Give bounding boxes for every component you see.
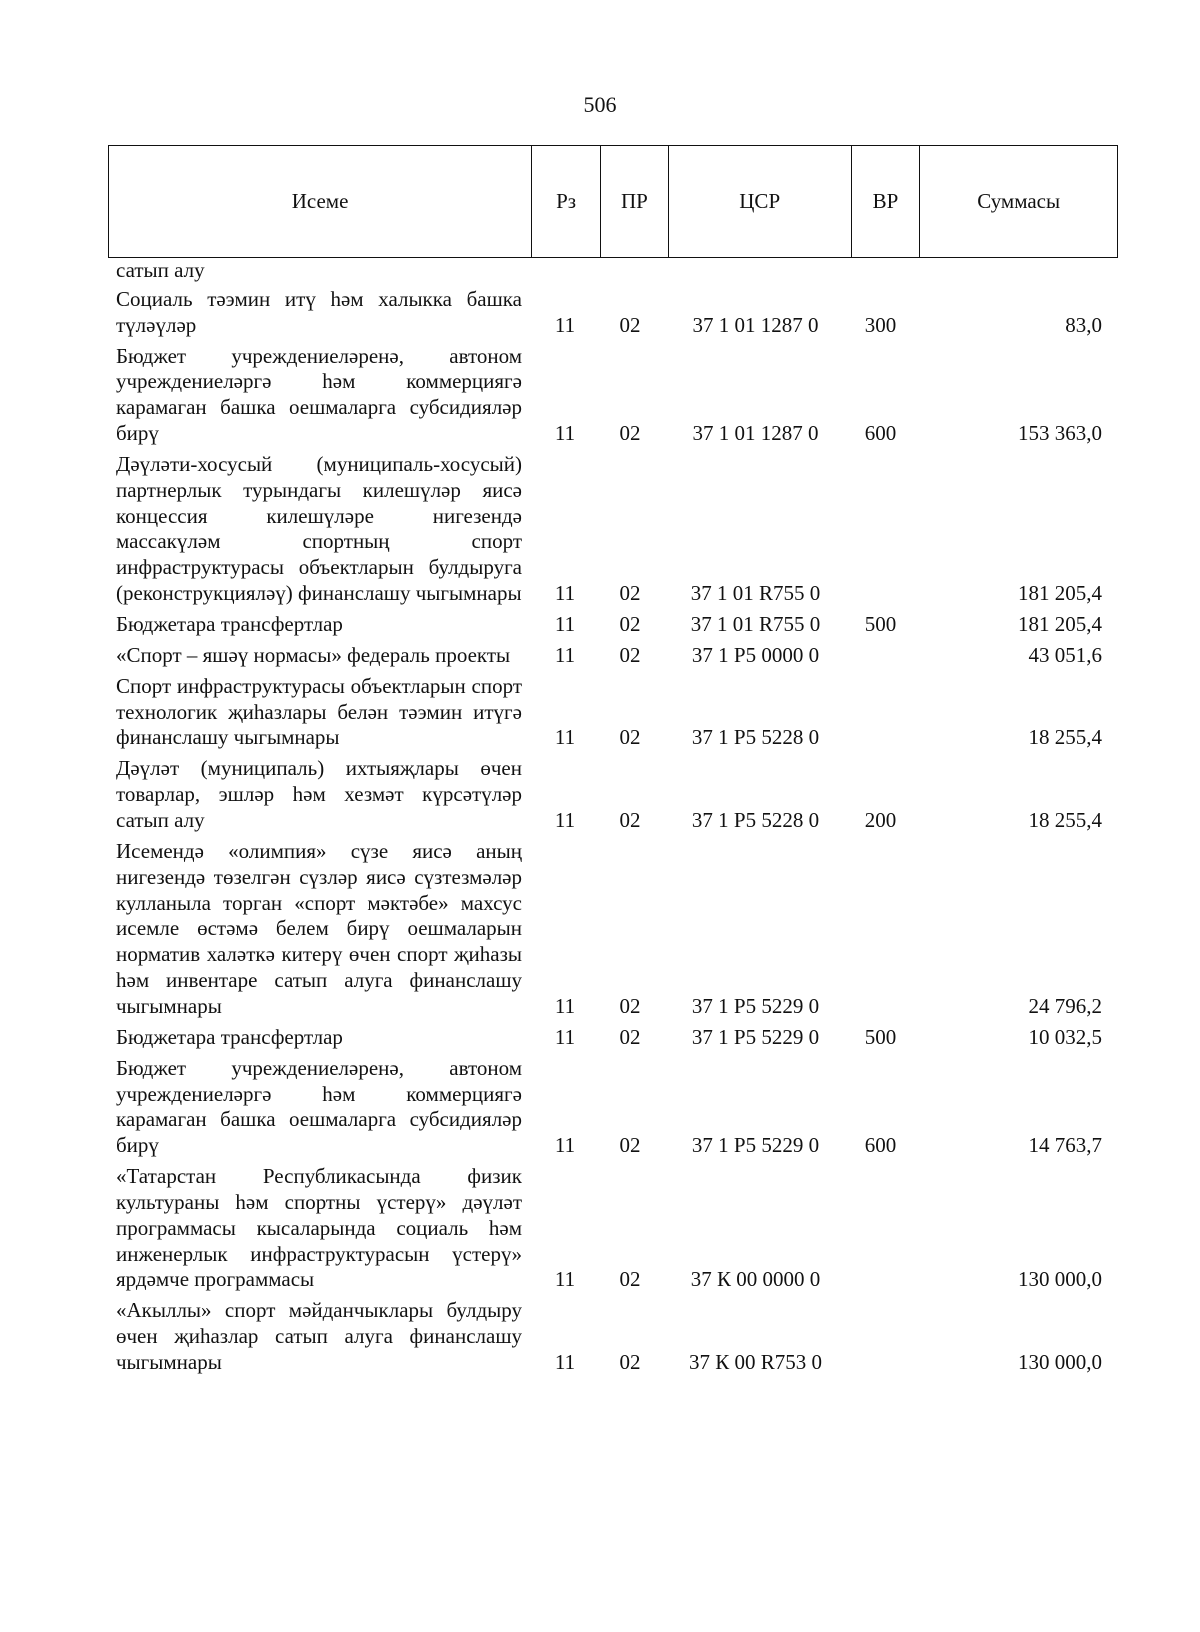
row-csr: 37 1 01 1287 0 bbox=[692, 312, 819, 337]
row-sum: 10 032,5 bbox=[1028, 1024, 1102, 1049]
row-name: Бюджетара трансфертлар bbox=[116, 1024, 343, 1049]
table-body bbox=[116, 258, 1110, 1381]
row-sum: 130 000,0 bbox=[1018, 1267, 1102, 1292]
table-row bbox=[116, 287, 1110, 339]
row-rz: 11 bbox=[554, 642, 576, 667]
row-name: «Спорт – яшәү нормасы» федераль проекты bbox=[116, 642, 511, 667]
header-pr: ПР bbox=[601, 146, 669, 257]
row-rz: 11 bbox=[554, 1267, 576, 1292]
row-pr: 02 bbox=[619, 1349, 641, 1374]
row-csr: 37 1 P5 0000 0 bbox=[691, 642, 820, 667]
row-csr: 37 1 01 1287 0 bbox=[692, 420, 819, 445]
row-sum: 14 763,7 bbox=[1028, 1133, 1102, 1158]
row-name: Социаль тәэмин итү һәм халыкка башка түләүләр bbox=[116, 286, 522, 337]
row-name: сатып алу bbox=[116, 258, 205, 282]
row-vr: 200 bbox=[864, 808, 897, 833]
header-sum: Суммасы bbox=[977, 189, 1061, 213]
row-pr: 02 bbox=[619, 642, 641, 667]
row-name: «Акыллы» спорт мәйданчыклары булдыру өчен җиһазлар сатып алуга финанслашу чыгымнары bbox=[116, 1298, 522, 1374]
row-sum: 43 051,6 bbox=[1028, 642, 1102, 667]
row-rz: 11 bbox=[554, 580, 576, 605]
row-name: Бюджет учреждениеләренә, автоном учреждениеләргә һәм коммерциягә карамаган башка оешмаларга субсидияләр бирү bbox=[116, 1055, 522, 1158]
header-rz: Рз bbox=[532, 146, 601, 257]
table-row bbox=[116, 674, 1110, 751]
table-row bbox=[116, 344, 1110, 447]
row-sum: 24 796,2 bbox=[1028, 993, 1102, 1018]
row-vr: 600 bbox=[864, 1133, 897, 1158]
row-pr: 02 bbox=[619, 1024, 641, 1049]
table-row bbox=[116, 258, 1110, 284]
row-rz: 11 bbox=[554, 1349, 576, 1374]
row-pr: 02 bbox=[619, 580, 641, 605]
row-pr: 02 bbox=[619, 312, 641, 337]
row-sum: 181 205,4 bbox=[1018, 611, 1102, 636]
row-rz: 11 bbox=[554, 1133, 576, 1158]
row-name: Бюджетара трансфертлар bbox=[116, 611, 343, 636]
row-csr: 37 1 01 R755 0 bbox=[690, 611, 821, 636]
row-rz: 11 bbox=[554, 312, 576, 337]
row-sum: 18 255,4 bbox=[1028, 725, 1102, 750]
row-vr: 600 bbox=[864, 420, 897, 445]
row-sum: 18 255,4 bbox=[1028, 808, 1102, 833]
row-vr: 500 bbox=[864, 1024, 897, 1049]
row-pr: 02 bbox=[619, 611, 641, 636]
row-csr: 37 1 01 R755 0 bbox=[690, 580, 821, 605]
row-rz: 11 bbox=[554, 993, 576, 1018]
row-pr: 02 bbox=[619, 993, 641, 1018]
row-rz: 11 bbox=[554, 808, 576, 833]
row-csr: 37 1 P5 5228 0 bbox=[691, 725, 820, 750]
table-row bbox=[116, 1025, 1110, 1051]
row-sum: 181 205,4 bbox=[1018, 580, 1102, 605]
row-csr: 37 1 P5 5229 0 bbox=[691, 1133, 820, 1158]
row-pr: 02 bbox=[619, 725, 641, 750]
table-row bbox=[116, 612, 1110, 638]
row-sum: 130 000,0 bbox=[1018, 1349, 1102, 1374]
row-rz: 11 bbox=[554, 725, 576, 750]
table-row bbox=[116, 1298, 1110, 1375]
table-row bbox=[116, 756, 1110, 833]
row-pr: 02 bbox=[619, 808, 641, 833]
row-name: Дәүләт (муниципаль) ихтыяҗлары өчен товарлар, эшләр һәм хезмәт күрсәтүләр сатып алу bbox=[116, 756, 522, 833]
row-csr: 37 1 P5 5228 0 bbox=[691, 808, 820, 833]
row-rz: 11 bbox=[554, 420, 576, 445]
table-row bbox=[116, 643, 1110, 669]
header-name: Исеме bbox=[109, 146, 532, 257]
table-row bbox=[116, 1164, 1110, 1293]
table-row bbox=[116, 452, 1110, 607]
row-csr: 37 1 P5 5229 0 bbox=[691, 993, 820, 1018]
table-header bbox=[108, 145, 1118, 258]
row-pr: 02 bbox=[619, 1267, 641, 1292]
row-name: «Татарстан Республикасында физик культураны һәм спортны үстерү» дәүләт программасы кысаларында социаль һәм инженерлык инфраструктурасын үстерү» ярдәмче программасы bbox=[116, 1164, 522, 1292]
row-name: Исемендә «олимпия» сүзе яисә аның нигезендә төзелгән сүзләр яисә сүзтезмәләр кулланыла торган «спорт мәктәбе» махсус исемле өстәмә белем бирү оешмаларын норматив халәткә китерү өчен спорт җиһазы һәм инвентаре сатып алуга финанслашу чыгымнары bbox=[116, 839, 522, 1018]
row-vr: 300 bbox=[864, 312, 897, 337]
header-csr: ЦСР bbox=[669, 146, 852, 257]
row-csr: 37 1 P5 5229 0 bbox=[691, 1024, 820, 1049]
row-rz: 11 bbox=[554, 1024, 576, 1049]
row-sum: 153 363,0 bbox=[1018, 420, 1102, 445]
table-row bbox=[116, 1056, 1110, 1159]
page-number: 506 bbox=[583, 92, 617, 117]
row-vr: 500 bbox=[864, 611, 897, 636]
row-pr: 02 bbox=[619, 1133, 641, 1158]
row-csr: 37 К 00 R753 0 bbox=[688, 1349, 822, 1374]
row-rz: 11 bbox=[554, 611, 576, 636]
row-name: Дәүләти-хосусый (муниципаль-хосусый) партнерлык турындагы килешүләр яисә концессия килешүләре нигезендә массакүләм спортның спорт инфраструктурасы объектларын булдыруга (реконструкцияләү) финанслашу чыгымнары bbox=[116, 451, 522, 605]
row-sum: 83,0 bbox=[1065, 312, 1102, 337]
row-pr: 02 bbox=[619, 420, 641, 445]
header-vr: ВР bbox=[852, 146, 921, 257]
row-csr: 37 К 00 0000 0 bbox=[690, 1267, 821, 1292]
row-name: Спорт инфраструктурасы объектларын спорт технологик җиһазлары белән тәэмин итүгә финанслашу чыгымнары bbox=[116, 673, 522, 750]
row-name: Бюджет учреждениеләренә, автоном учреждениеләргә һәм коммерциягә карамаган башка оешмаларга субсидияләр бирү bbox=[116, 343, 522, 445]
table-row bbox=[116, 839, 1110, 1020]
